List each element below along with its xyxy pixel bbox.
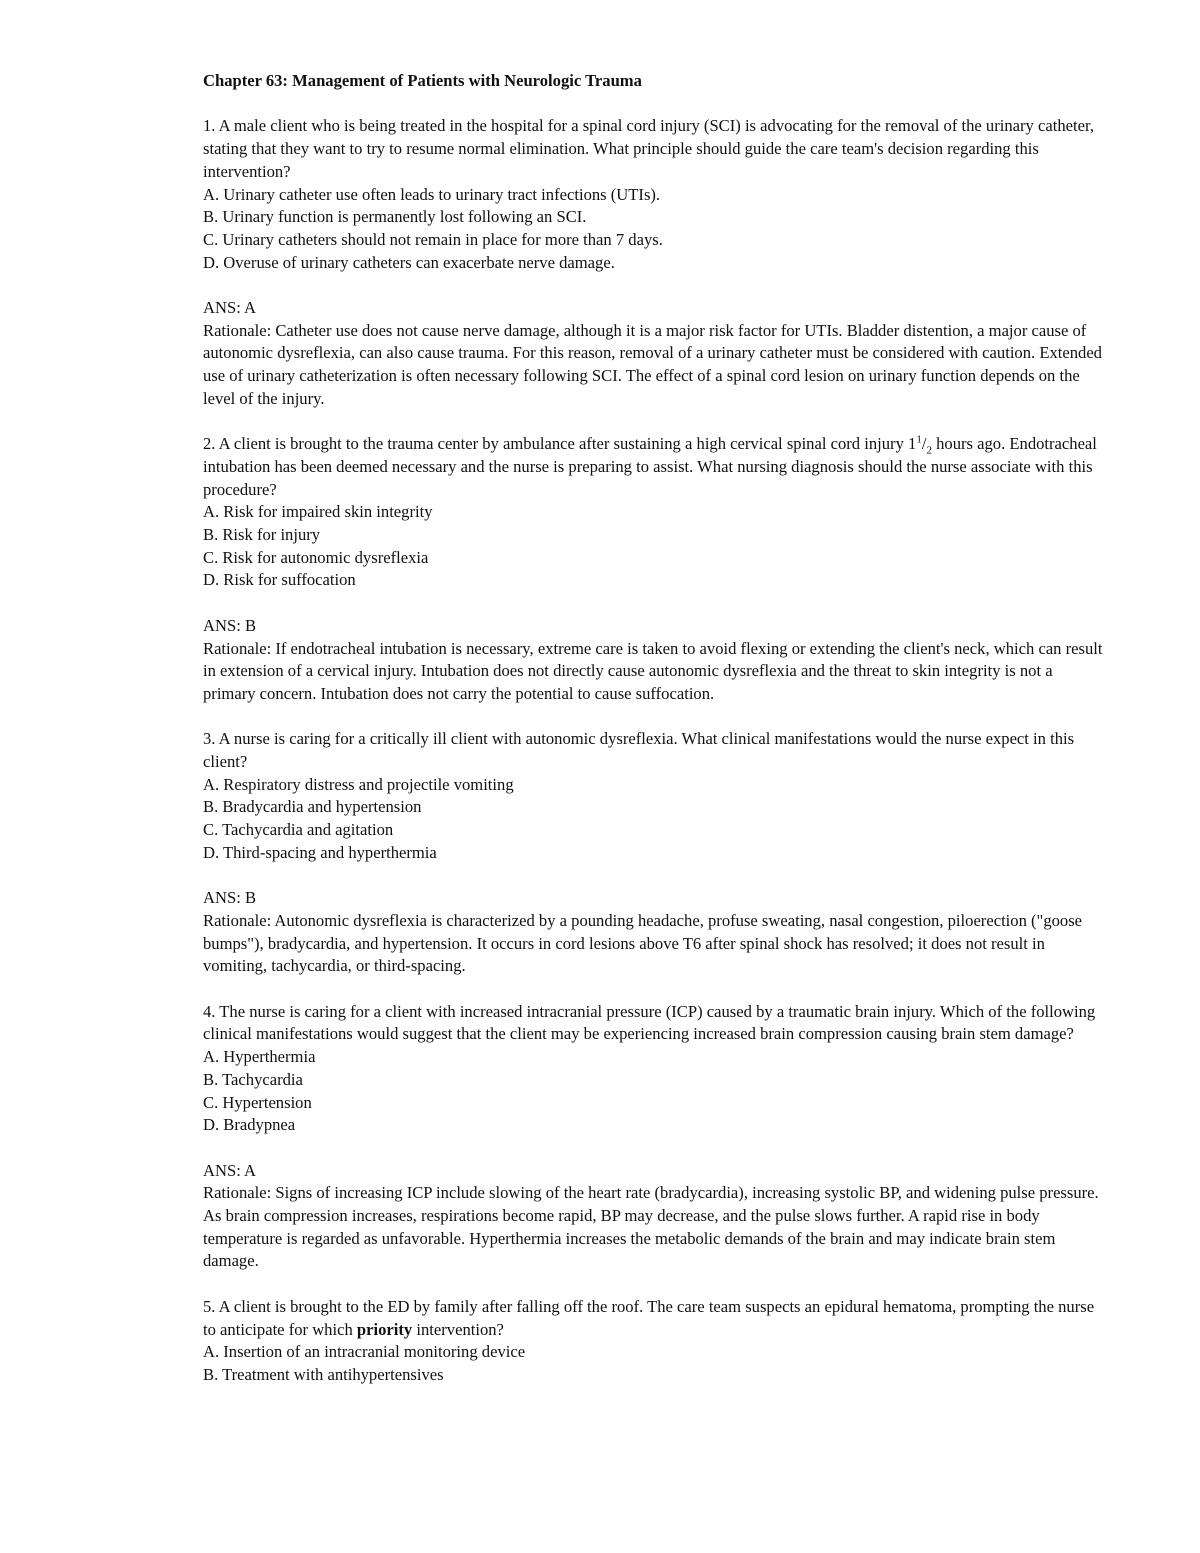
question-stem-part: 2. A client is brought to the trauma center by ambulance after sustaining a high cervical spinal cord injury 1 [203, 434, 917, 454]
answer-option: B. Bradycardia and hypertension [203, 797, 422, 817]
answer-option: C. Risk for autonomic dysreflexia [203, 547, 429, 567]
fraction-slash: / [921, 434, 927, 454]
answer-option: A. Respiratory distress and projectile vomiting [203, 774, 514, 794]
question-stem-part: intervention? [412, 1319, 504, 1339]
priority-emphasis: priority [356, 1319, 413, 1339]
answer-option: D. Bradypnea [203, 1115, 296, 1135]
answer-1 [203, 297, 1108, 411]
answer-3 [203, 887, 1108, 978]
question-stem-part: 5. A client is brought to the ED by family after falling off the roof. The care team suspects an epidural hematoma, prompting the nurse to anticipate for which [203, 1296, 1095, 1339]
answer-option: A. Hyperthermia [203, 1047, 316, 1067]
fraction-numerator: 1 [916, 433, 922, 446]
answer-option: A. Risk for impaired skin integrity [203, 502, 433, 522]
question-stem [203, 433, 1108, 501]
answer-option: C. Hypertension [203, 1092, 312, 1112]
rationale: Rationale: Signs of increasing ICP include slowing of the heart rate (bradycardia), increasing systolic BP, and widening pulse pressure. As brain compression increases, respirations become rapid, BP may decrease, and the pulse slows further. A rapid rise in body temperature is regarded as unfavorable. Hyperthermia increases the metabolic demands of the brain and may indicate brain stem damage. [203, 1183, 1099, 1271]
answer-2 [203, 615, 1108, 706]
answer-option: B. Tachycardia [203, 1069, 303, 1089]
answer-key: ANS: A [203, 298, 257, 317]
rationale: Rationale: Autonomic dysreflexia is characterized by a pounding headache, profuse sweating, nasal congestion, piloerection ("goose bumps"), bradycardia, and hypertension. It occurs in cord lesions above T6 after spinal shock has resolved; it does not result in vomiting, tachycardia, or third-spacing. [203, 910, 1083, 976]
answer-option: C. Urinary catheters should not remain in place for more than 7 days. [203, 229, 663, 249]
answer-option: B. Treatment with antihypertensives [203, 1364, 444, 1384]
question-stem: 1. A male client who is being treated in the hospital for a spinal cord injury (SCI) is advocating for the removal of the urinary catheter, stating that they want to try to resume normal elimination. What principle should guide the care team's decision regarding this intervention? [203, 116, 1094, 181]
rationale: Rationale: Catheter use does not cause nerve damage, although it is a major risk factor for UTIs. Bladder distention, a major cause of autonomic dysreflexia, can also cause trauma. For this reason, removal of a urinary catheter must be considered with caution. Extended use of urinary catheterization is often necessary following SCI. The effect of a spinal cord lesion on urinary function depends on the level of the injury. [203, 320, 1102, 408]
answer-option: A. Urinary catheter use often leads to urinary tract infections (UTIs). [203, 184, 661, 204]
answer-4 [203, 1160, 1108, 1274]
question-4 [203, 1001, 1108, 1137]
answer-key: ANS: A [203, 1160, 257, 1180]
chapter-title: Chapter 63: Management of Patients with Neurologic Trauma [203, 71, 642, 90]
answer-option: A. Insertion of an intracranial monitoring device [203, 1342, 526, 1362]
fraction-denominator: 2 [926, 444, 932, 457]
answer-option: C. Tachycardia and agitation [203, 820, 394, 840]
answer-option: B. Urinary function is permanently lost following an SCI. [203, 207, 587, 227]
question-3 [203, 728, 1108, 864]
question-stem: 3. A nurse is caring for a critically ill client with autonomic dysreflexia. What clinical manifestations would the nurse expect in this client? [203, 729, 1075, 772]
question-2 [203, 433, 1108, 592]
answer-option: D. Third-spacing and hyperthermia [203, 842, 437, 862]
answer-key: ANS: B [203, 888, 257, 908]
answer-key: ANS: B [203, 615, 257, 635]
answer-option: D. Overuse of urinary catheters can exacerbate nerve damage. [203, 252, 615, 272]
answer-option: D. Risk for suffocation [203, 570, 356, 590]
question-5 [203, 1296, 1108, 1387]
question-stem-part: hours ago. Endotracheal intubation has been deemed necessary and the nurse is preparing to assist. What nursing diagnosis should the nurse associate with this procedure? [203, 434, 1097, 499]
answer-option: B. Risk for injury [203, 525, 321, 545]
rationale: Rationale: If endotracheal intubation is necessary, extreme care is taken to avoid flexing or extending the client's neck, which can result in extension of a cervical injury. Intubation does not directly cause autonomic dysreflexia and the threat to skin integrity is not a primary concern. Intubation does not carry the potential to cause suffocation. [203, 638, 1103, 703]
question-stem [203, 1296, 1108, 1341]
question-stem: 4. The nurse is caring for a client with increased intracranial pressure (ICP) caused by a traumatic brain injury. Which of the following clinical manifestations would suggest that the client may be experiencing increased brain compression causing brain stem damage? [203, 1001, 1096, 1044]
question-1 [203, 115, 1108, 274]
document-body [203, 70, 1108, 1409]
